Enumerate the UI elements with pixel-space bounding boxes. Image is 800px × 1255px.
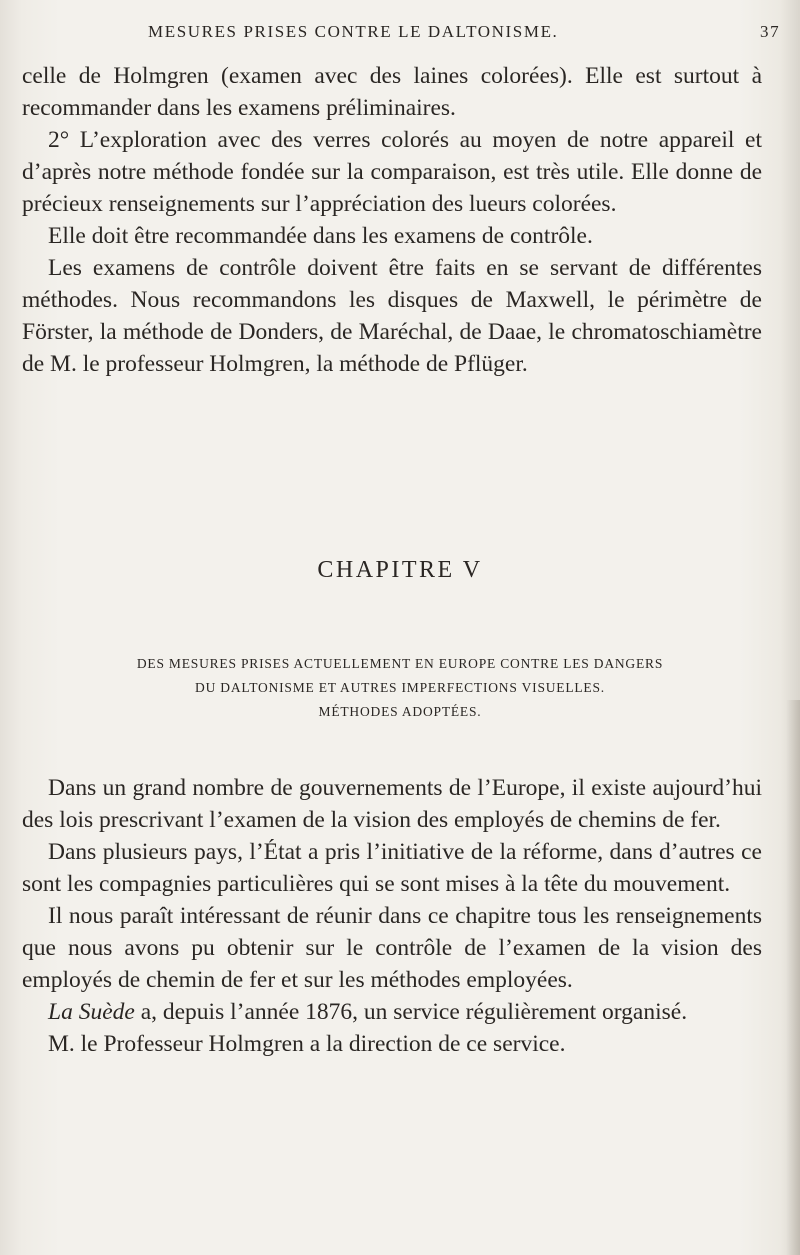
- chapter-subtitle-line: DU DALTONISME ET AUTRES IMPERFECTIONS VISUELLES.: [195, 680, 605, 695]
- page-edge-shadow: [786, 700, 800, 1255]
- page-header: [0, 22, 800, 50]
- paragraph: 2° L’exploration avec des verres colorés au moyen de notre appareil et d’après notre méthode fondée sur la comparaison, est très utile. Elle donne de précieux renseignements sur l’appréciation des lueurs colorées.: [22, 127, 762, 217]
- body-text-chapter: [22, 772, 762, 1060]
- paragraph: Dans un grand nombre de gouvernements de l’Europe, il existe aujourd’hui des lois prescrivant l’examen de la vision des employés de chemins de fer.: [22, 775, 762, 833]
- body-text-before-chapter: [22, 60, 762, 380]
- paragraph: Elle doit être recommandée dans les examens de contrôle.: [48, 223, 593, 249]
- paragraph-text: a, depuis l’année 1876, un service régulièrement organisé.: [134, 999, 688, 1025]
- paragraph: [22, 996, 762, 1028]
- paragraph: M. le Professeur Holmgren a la direction de ce service.: [48, 1031, 566, 1057]
- chapter-subtitle-line: MÉTHODES ADOPTÉES.: [318, 704, 482, 719]
- country-name: La Suède: [48, 999, 135, 1025]
- paragraph: Les examens de contrôle doivent être faits en se servant de différentes méthodes. Nous recommandons les disques de Maxwell, le périmètre de Förster, la méthode de Donders, de Maréchal, de Daae, le chromatoschiamètre de M. le professeur Holmgren, la méthode de Pflüger.: [22, 255, 762, 377]
- chapter-subtitle: [30, 652, 770, 724]
- paragraph: celle de Holmgren (examen avec des laines colorées). Elle est surtout à recommander dans les examens préliminaires.: [22, 63, 762, 121]
- chapter-title: CHAPITRE V: [317, 557, 483, 583]
- running-title: MESURES PRISES CONTRE LE DALTONISME.: [148, 22, 559, 41]
- page-number: 37: [760, 22, 781, 41]
- chapter-subtitle-line: DES MESURES PRISES ACTUELLEMENT EN EUROPE CONTRE LES DANGERS: [136, 656, 664, 671]
- paragraph: Il nous paraît intéressant de réunir dans ce chapitre tous les renseignements que nous avons pu obtenir sur le contrôle de l’examen de la vision des employés de chemin de fer et sur les méthodes employées.: [22, 903, 762, 993]
- paragraph: Dans plusieurs pays, l’État a pris l’initiative de la réforme, dans d’autres ce sont les compagnies particulières qui se sont mises à la tête du mouvement.: [22, 839, 762, 897]
